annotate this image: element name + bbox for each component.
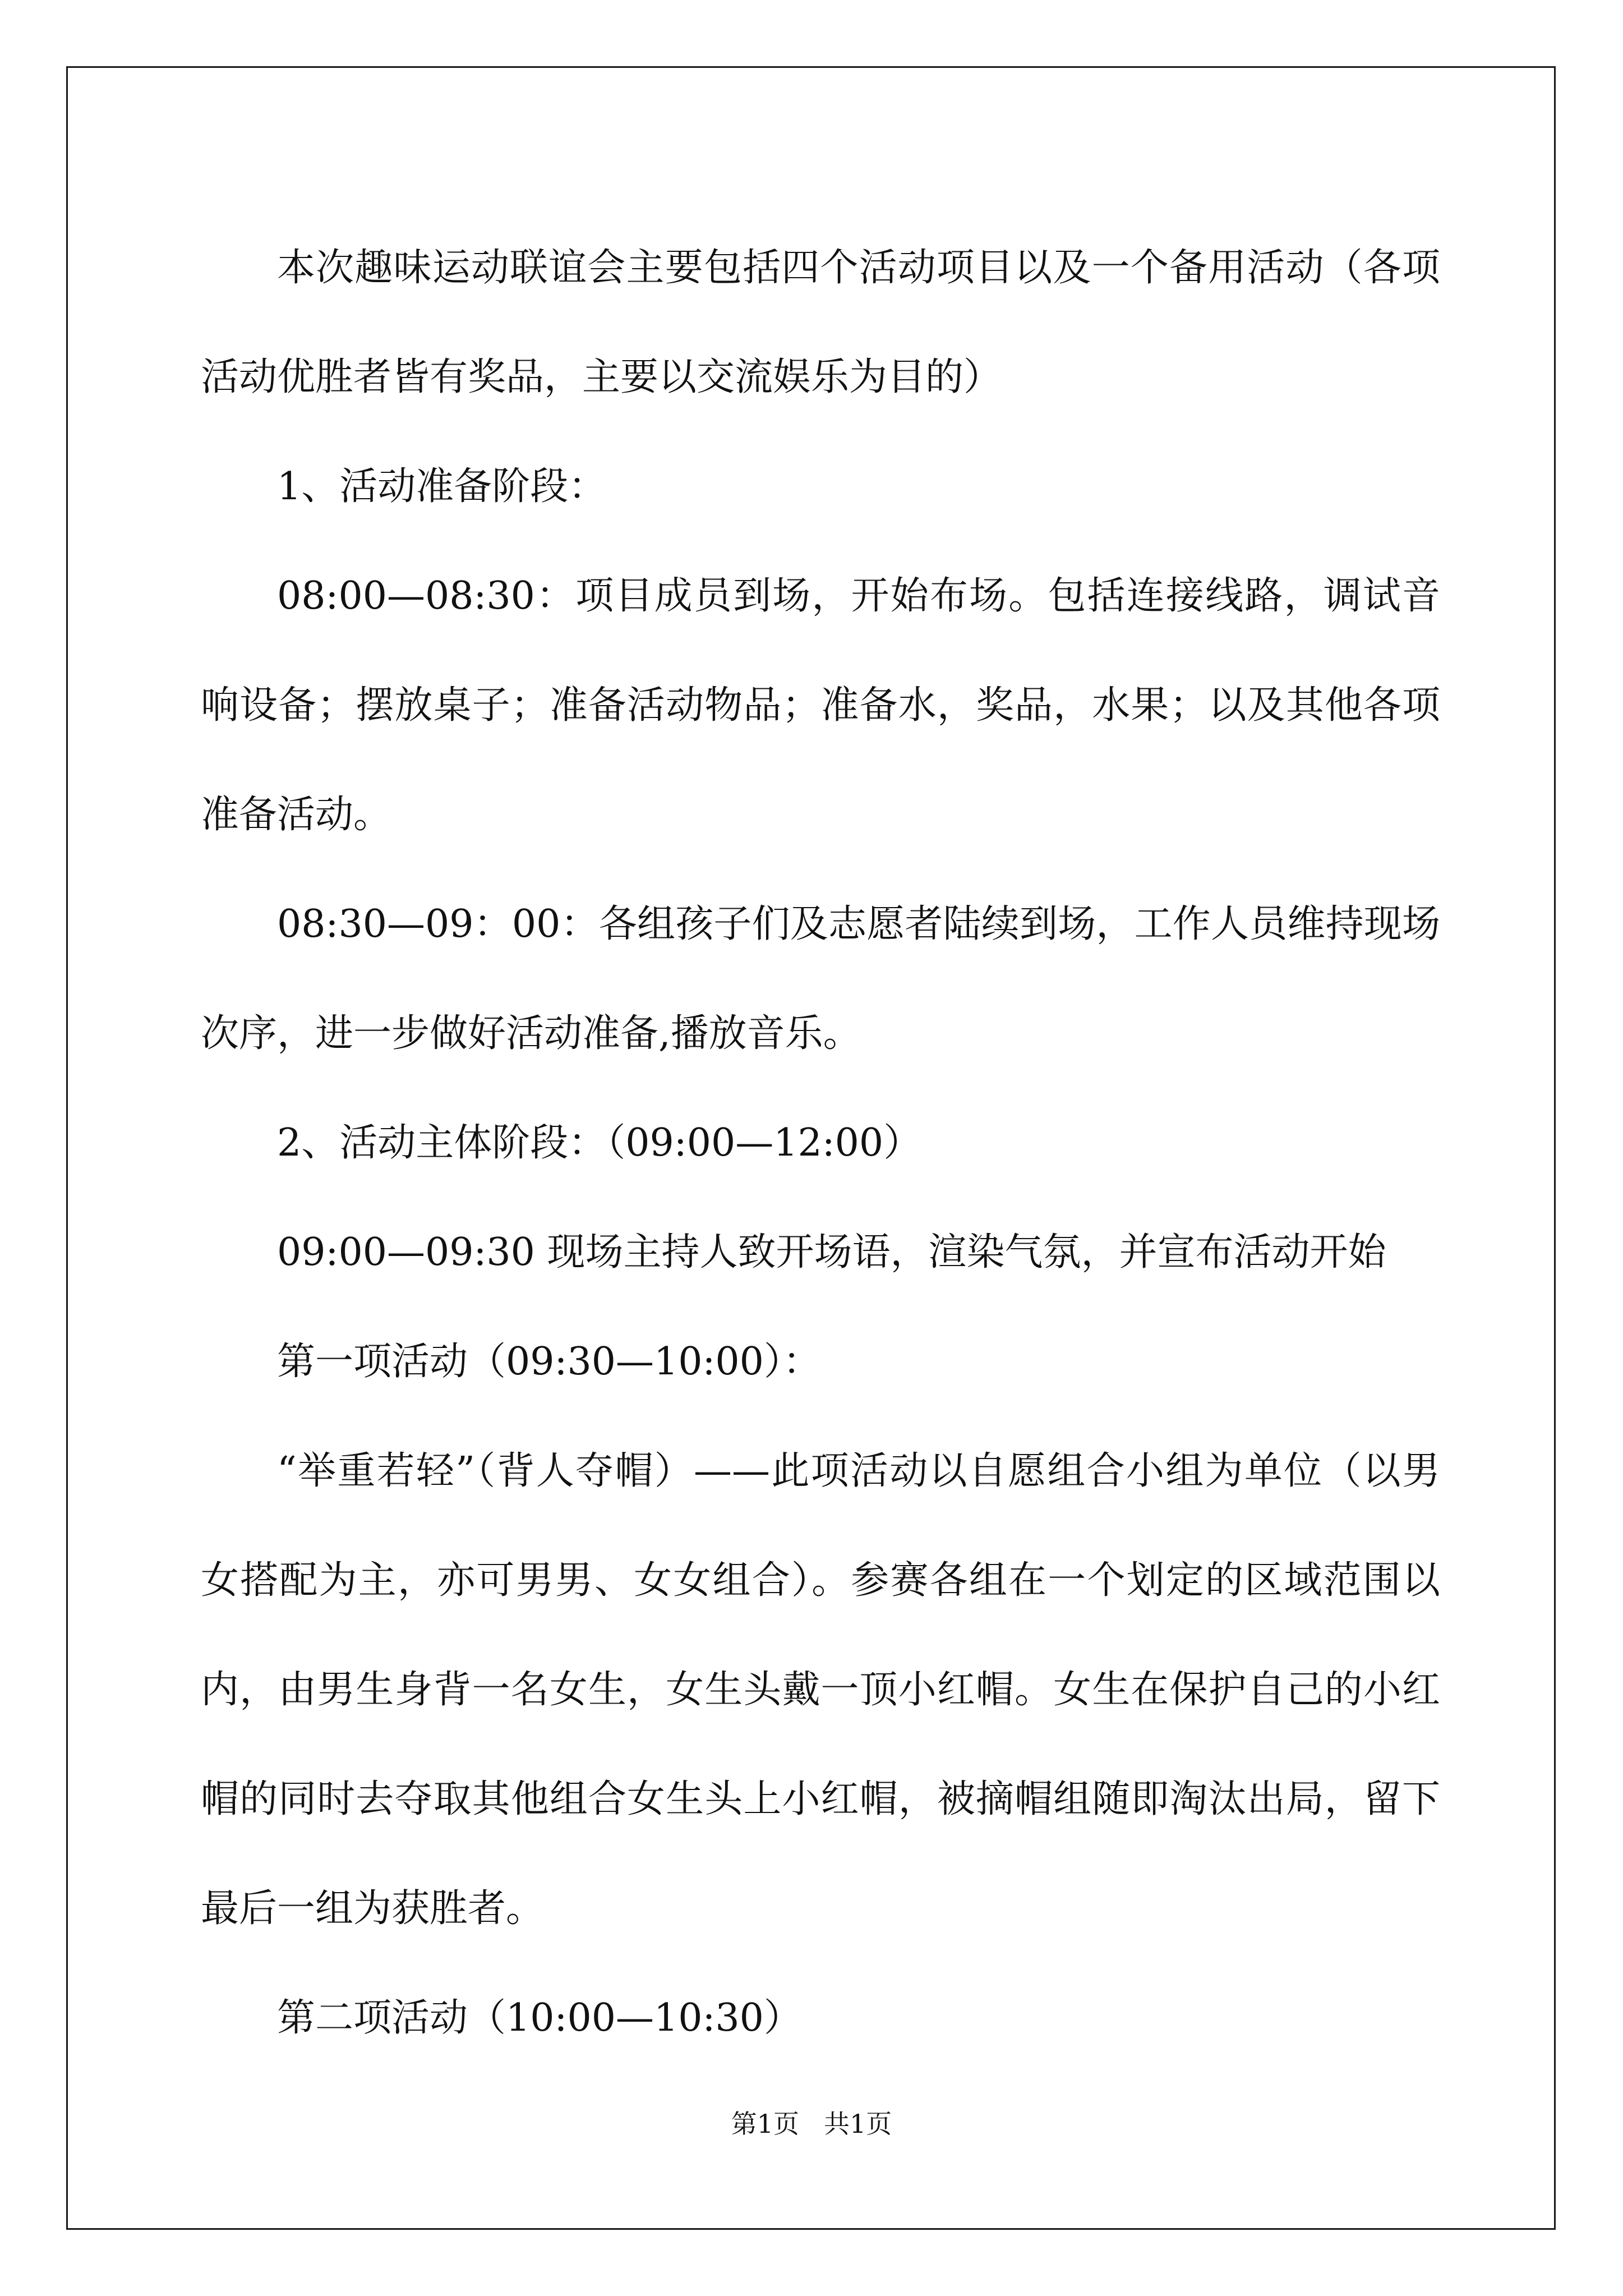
schedule-item-arrival: 08:30—09：00：各组孩子们及志愿者陆续到场，工作人员维持现场次序，进一步做好活动准备,播放音乐。 [201, 902, 1440, 1056]
page-total: 共1页 [823, 2109, 892, 2139]
activity-one-heading: 第一项活动（09:30—10:00）： [277, 1340, 821, 1384]
intro-paragraph: 本次趣味运动联谊会主要包括四个活动项目以及一个备用活动（各项活动优胜者皆有奖品，主要以交流娱乐为目的） [201, 246, 1440, 399]
section-heading-main-stage: 2、活动主体阶段：（09:00—12:00） [277, 1121, 922, 1165]
activity-two-heading: 第二项活动（10:00—10:30） [277, 1996, 802, 2040]
document-body [201, 213, 1440, 2073]
page-footer [0, 2104, 1623, 2141]
schedule-item-opening: 09:00—09:30 现场主持人致开场语，渲染气氛，并宣布活动开始 [277, 1230, 1386, 1274]
page-number: 第1页 [731, 2109, 800, 2139]
activity-one-description: “举重若轻”（背人夺帽）——此项活动以自愿组合小组为单位（以男女搭配为主，亦可男男、女女组合）。参赛各组在一个划定的区域范围以内，由男生身背一名女生，女生头戴一顶小红帽。女生在保护自己的小红帽的同时去夺取其他组合女生头上小红帽，被摘帽组随即淘汰出局，留下最后一组为获胜者。 [201, 1449, 1440, 1931]
section-heading-preparation: 1、活动准备阶段： [277, 464, 607, 509]
schedule-item-setup: 08:00—08:30：项目成员到场，开始布场。包括连接线路，调试音响设备；摆放桌子；准备活动物品；准备水，奖品，水果；以及其他各项准备活动。 [201, 574, 1440, 837]
